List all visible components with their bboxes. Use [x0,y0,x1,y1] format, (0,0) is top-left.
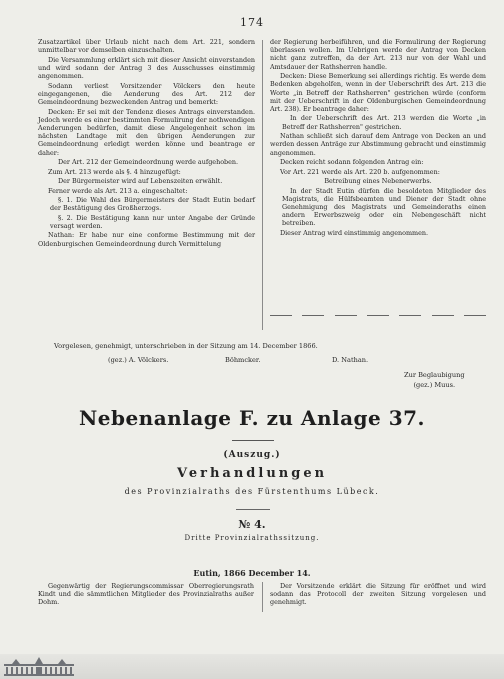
signers-row [38,356,486,366]
left-column-paragraph: Der Art. 212 der Gemeindeordnung werde aufgehoben. [58,158,239,167]
library-building-logo [2,655,76,677]
attendance-text: Gegenwärtig der Regierungscommissar Oberregierungsrath Kindt und die sämmtlichen Mitglieder des Provinzialraths außer Dohm. [38,582,254,607]
left-column-paragraph: Der Bürgermeister wird auf Lebenszeiten erwählt. [58,177,223,186]
attestation-line-2: (gez.) Muus. [413,381,456,389]
left-column-paragraph: Die Versammlung erklärt sich mit dieser Ansicht einverstanden und wird sodann der Antrag 3 des Ausschusses einstimmig angenommen. [38,55,255,81]
closing-line: Vorgelesen, genehmigt, unterschrieben in der Sitzung am 14. December 1866. [54,342,318,350]
left-column-paragraph: §. 1. Die Wahl des Bürgermeisters der Stadt Eutin bedarf der Bestätigung des Großherzogs. [50,196,255,213]
column-divider [262,40,263,330]
attestation [404,370,465,390]
left-column-paragraph: Nathan: Er habe nur eine conforme Bestimmung mit der Oldenburgischen Gemeindeordnung durch Vermittelung [38,231,255,248]
session-number: № 4. [238,518,266,531]
signer-1: (gez.) A. Völckers. [108,356,169,364]
section-heading: Nebenanlage F. zu Anlage 37. [78,406,426,430]
right-column-paragraph: In der Stadt Eutin dürfen die besoldeten Mitglieder des Magistrats, die Hülfsbeamten und Diener der Stadt ohne Genehmigung des Magistrats und Gemeinderaths einen andern Erwerbszweig oder ein Nebengeschäft nicht betreiben. [282,186,486,228]
right-column-paragraph: In der Ueberschrift des Art. 213 werden die Worte „in Betreff der Rathsherren" gestrichen. [282,114,486,131]
left-column-paragraph: Ferner werde als Art. 213 a. eingeschaltet: [48,186,188,195]
attestation-line-1: Zur Beglaubigung [404,371,465,379]
right-column-paragraph: Nathan schließt sich darauf dem Antrage von Decken an und werden dessen Anträge zur Abstimmung gebracht und einstimmig angenommen. [270,132,486,157]
left-column-paragraph: Sodann verliest Vorsitzender Völckers den heute eingegangenen, die Aenderung des Art. 212 der Gemeindeordnung bezweckenden Antrag und bemerkt: [38,81,255,107]
right-column [270,38,486,238]
session-date: Eutin, 1866 December 14. [193,568,311,578]
session-name: Dritte Provinzialrathssitzung. [184,534,320,542]
right-column-paragraph: Vor Art. 221 werde als Art. 220 b. aufgenommen: [280,167,440,176]
right-column-paragraph: Betreibung eines Nebenerwerbs. [324,177,432,186]
right-column-paragraph: Dieser Antrag wird einstimmig angenommen. [280,228,429,237]
left-column-paragraph: Decken: Er sei mit der Tendenz dieses Antrags einverstanden. Jedoch werde es einer bestimmten Formulirung der nothwendigen Aenderungen bedürfen, damit diese Angelegenheit schon im nächsten Landtage mit den übrigen Aenderungen zur Gemeindeordnung erledigt werden könne und beantrage er daher: [38,107,255,157]
left-column-paragraph: §. 2. Die Bestätigung kann nur unter Angabe der Gründe versagt werden. [50,213,255,230]
right-column-paragraph: Decken: Diese Bemerkung sei allerdings richtig. Es werde dem Bedenken abgeholfen, wenn in der Ueberschrift des Art. 213 die Worte „in Betreff der Rathsherren" gestrichen würde (conform mit der Ueberschrift in der Oldenburgischen Gemeindeordnung Art. 238). Er beantrage daher: [270,72,486,113]
signer-3: D. Nathan. [332,356,369,364]
proceedings-subtitle: des Provinzialraths des Fürstenthums Lübeck. [124,487,380,496]
left-column-paragraph: Zusatzartikel über Urlaub nicht nach dem Art. 221, sondern unmittelbar vor demselben einzuschalten. [38,38,255,55]
dash-separator [270,312,486,318]
heading-rule [232,440,274,441]
excerpt-label: (Auszug.) [223,450,281,460]
signer-2: Böhmcker. [225,356,261,364]
opening-text: Der Vorsitzende erklärt die Sitzung für eröffnet und wird sodann das Protocoll der zweiten Sitzung vorgelesen und genehmigt. [270,582,486,607]
bottom-right-paragraph [270,582,486,607]
proceedings-title: Verhandlungen [176,466,328,481]
right-column-paragraph: der Regierung herbeiführen, und die Formulirung der Regierung überlassen wollen. Im Uebrigen werde der Antrag von Decken nicht ganz zutreffen, da der Art. 213 nur von der Wahl und Amtsdauer der Rathsherren handle. [270,38,486,71]
page-number: 174 [240,16,264,29]
left-column-paragraph: Zum Art. 213 werde als §. 4 hinzugefügt: [48,167,181,176]
right-column-paragraph: Decken reicht sodann folgenden Antrag ein: [280,158,424,167]
bottom-left-paragraph [38,582,254,607]
left-column [38,38,255,249]
bottom-column-divider [262,582,263,612]
heading-rule-2 [236,509,270,510]
